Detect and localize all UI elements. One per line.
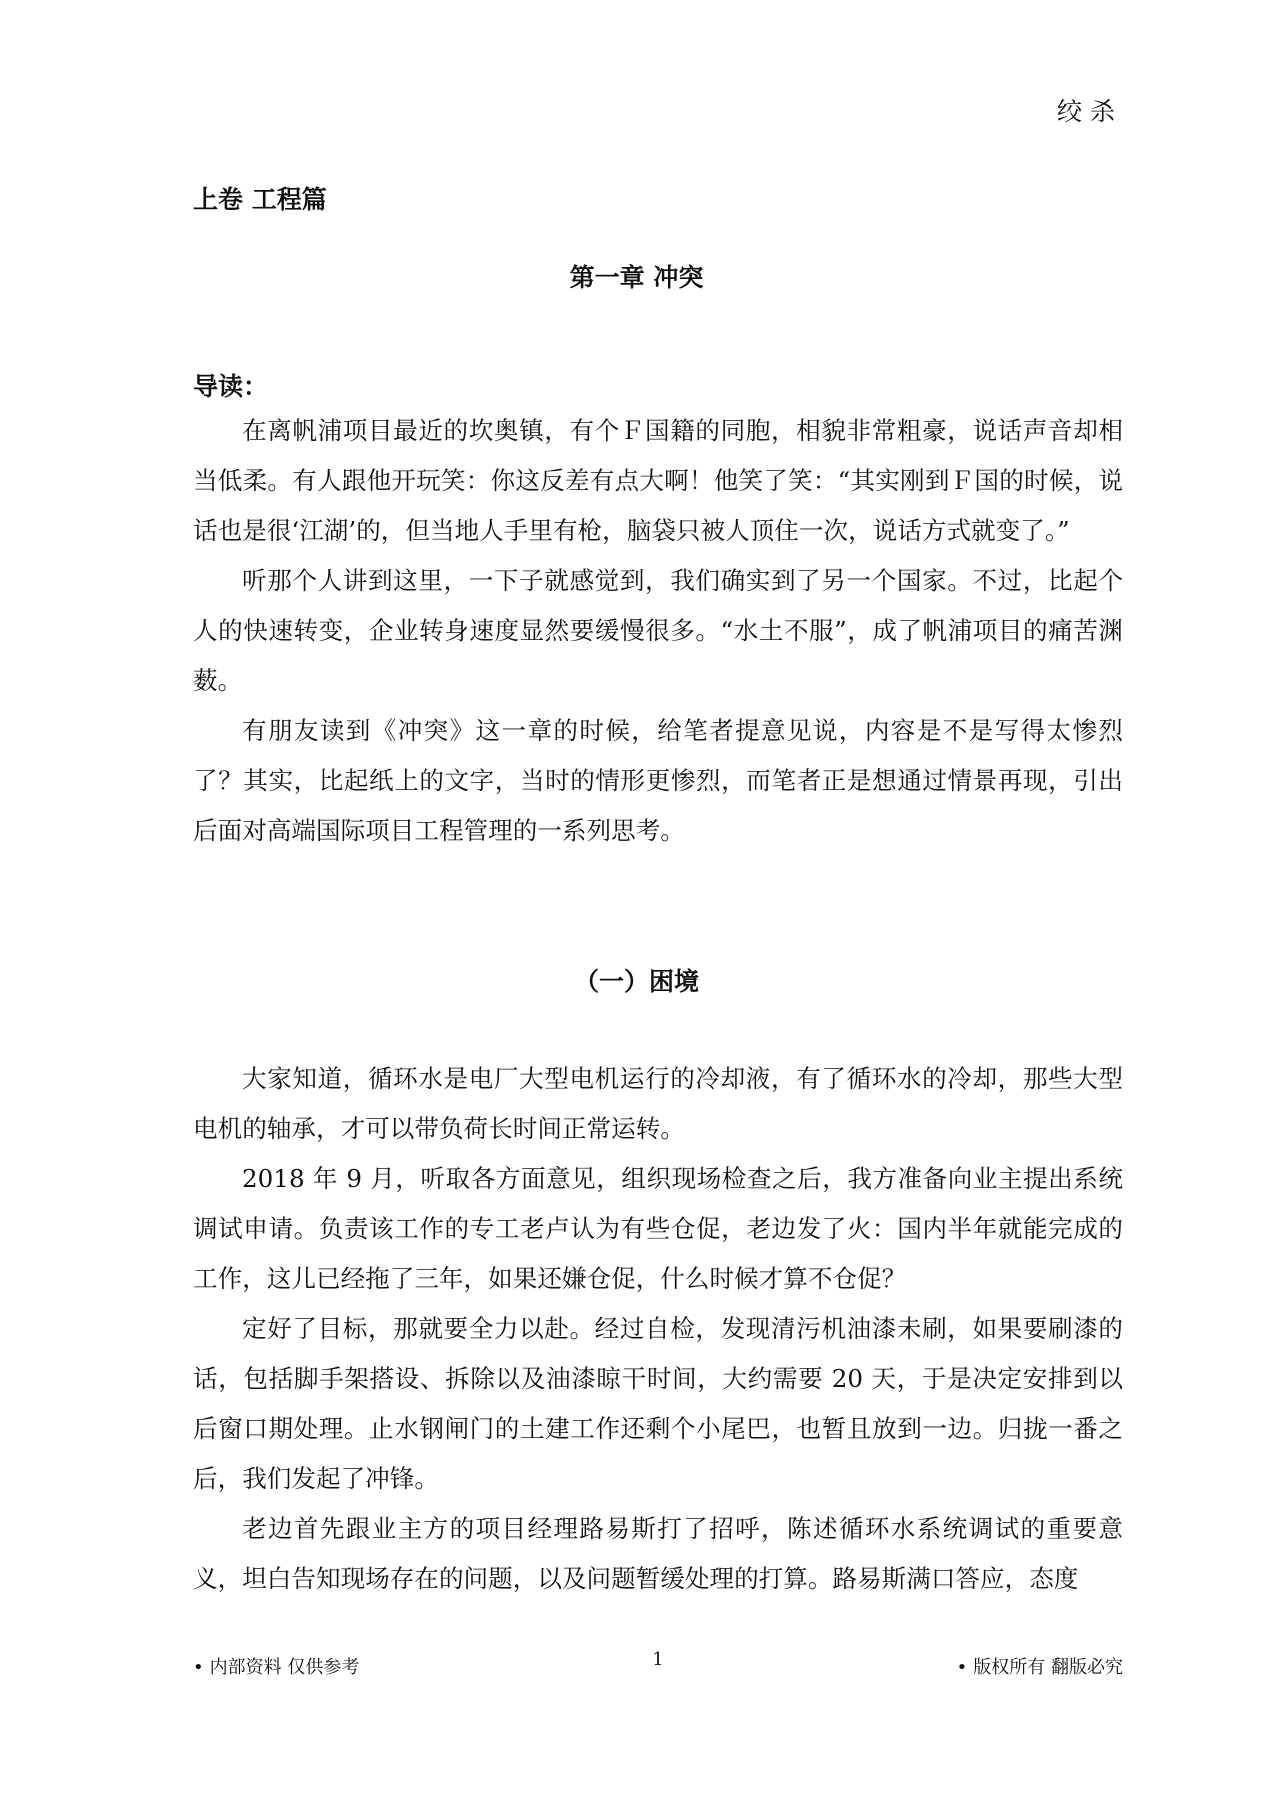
page-number: 1 [652, 1649, 664, 1670]
footer-left-text: 内部资料 仅供参考 [209, 1657, 360, 1678]
section-body-text [193, 1054, 1123, 1604]
intro-paragraph: 在离帆浦项目最近的坎奥镇，有个Ｆ国籍的同胞，相貌非常粗豪，说话声音却相当低柔。有人跟他开玩笑：你这反差有点大啊！他笑了笑：“其实刚到Ｆ国的时候，说话也是很‘江湖’的，但当地人手里有枪，脑袋只被人顶住一次，说话方式就变了。” [193, 416, 1123, 545]
volume-title: 上卷 工程篇 [193, 185, 327, 214]
intro-paragraph: 有朋友读到《冲突》这一章的时候，给笔者提意见说，内容是不是写得太惨烈了？其实，比起纸上的文字，当时的情形更惨烈，而笔者正是想通过情景再现，引出后面对高端国际项目工程管理的一系列思考。 [193, 716, 1123, 845]
intro-text [193, 406, 1123, 856]
chapter-title: 第一章 冲突 [569, 263, 704, 292]
document-header-title: 绞杀 [1056, 97, 1123, 126]
intro-paragraph: 听那个人讲到这里，一下子就感觉到，我们确实到了另一个国家。不过，比起个人的快速转变，企业转身速度显然要缓慢很多。“水土不服”，成了帆浦项目的痛苦渊薮。 [193, 566, 1123, 695]
footer-right-text: 版权所有 翻版必究 [973, 1657, 1123, 1678]
bullet-icon: • [193, 1657, 204, 1678]
body-paragraph: 定好了目标，那就要全力以赴。经过自检，发现清污机油漆未刷，如果要刷漆的话，包括脚手架搭设、拆除以及油漆晾干时间，大约需要 20 天，于是决定安排到以后窗口期处理。止水钢闸门的土建工作还剩个小尾巴，也暂且放到一边。归拢一番之后，我们发起了冲锋。 [193, 1314, 1123, 1493]
footer-right-note [957, 1653, 1123, 1679]
body-paragraph: 大家知道，循环水是电厂大型电机运行的冷却液，有了循环水的冷却，那些大型电机的轴承，才可以带负荷长时间正常运转。 [193, 1064, 1123, 1143]
intro-label: 导读： [193, 372, 269, 401]
body-paragraph: 2018 年 9 月，听取各方面意见，组织现场检查之后，我方准备向业主提出系统调试申请。负责该工作的专工老卢认为有些仓促，老边发了火：国内半年就能完成的工作，这儿已经拖了三年，如果还嫌仓促，什么时候才算不仓促？ [193, 1164, 1123, 1293]
section-title: （一）困境 [573, 967, 699, 996]
body-paragraph: 老边首先跟业主方的项目经理路易斯打了招呼，陈述循环水系统调试的重要意义，坦白告知现场存在的问题，以及问题暂缓处理的打算。路易斯满口答应，态度 [193, 1514, 1123, 1593]
bullet-icon: • [956, 1657, 968, 1678]
page-footer [193, 1649, 1123, 1683]
